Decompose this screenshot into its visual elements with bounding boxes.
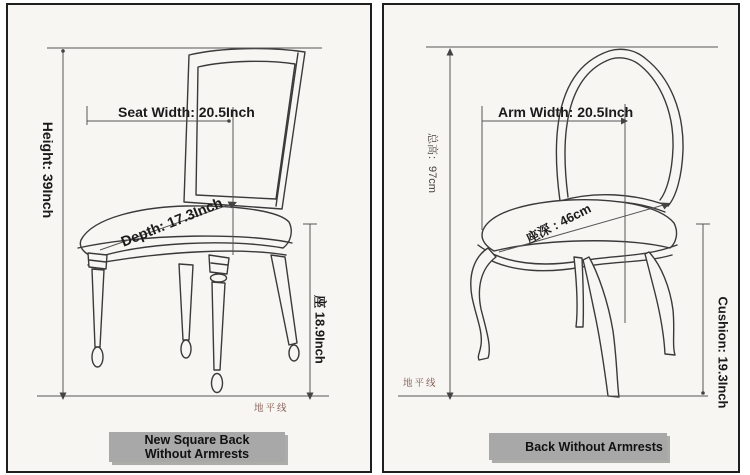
seat-depth-dimension-label: 座深 : 46cm — [523, 200, 594, 247]
left-chair-caption — [109, 432, 285, 462]
seat-width-dimension-label: Seat Width: 20.5Inch — [118, 104, 255, 120]
left-caption-line1: New Square Back — [144, 433, 250, 447]
cushion-dimension-label: Cushion: 19.3Inch — [715, 296, 731, 409]
right-chair-caption — [489, 433, 667, 460]
arm-width-dimension-label: Arm Width: 20.5Inch — [498, 104, 634, 120]
total-height-dimension-label: 总高：97cm — [426, 133, 438, 193]
left-panel-square-back-chair — [6, 3, 372, 473]
curved-back-chair-drawing — [384, 5, 738, 471]
seat-height-dimension-label: 座 18.9Inch — [312, 295, 328, 364]
depth-dimension-label: Depth: 17.3Inch — [118, 195, 226, 251]
square-back-chair-drawing — [8, 5, 370, 471]
height-dimension-label: Height: 39Inch — [40, 121, 56, 219]
left-caption-line2: Without Armrests — [144, 447, 250, 461]
ground-line-label: 地平线 — [403, 378, 438, 389]
ground-line-label: 地平线 — [254, 403, 289, 414]
right-panel-curved-back-chair — [382, 3, 740, 473]
right-caption-text: Back Without Armrests — [525, 439, 663, 454]
